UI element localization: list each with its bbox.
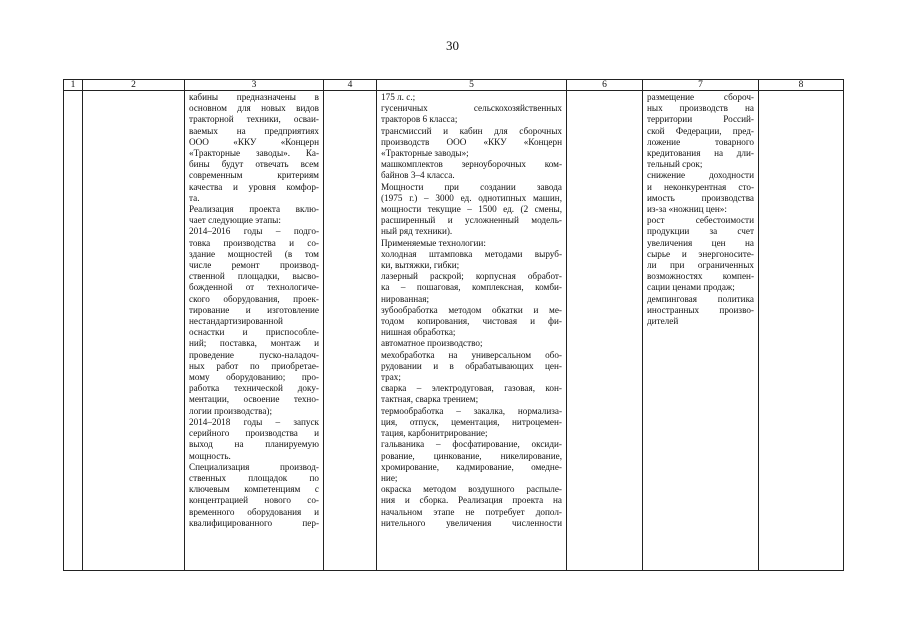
- text-line: ка – пошаговая, комплексная, комби-: [381, 282, 562, 293]
- text-line: нительного увеличения численности: [381, 517, 562, 528]
- column-header-2: 2: [83, 80, 185, 91]
- text-line: тельный срок;: [647, 159, 703, 170]
- text-line: ки, вытяжки, гибки;: [381, 260, 460, 271]
- column-header-6: 6: [567, 80, 643, 91]
- table-row: [64, 91, 844, 571]
- text-line: Применяемые технологии:: [381, 237, 486, 248]
- text-line: мому оборудованию; про-: [189, 372, 319, 383]
- text-line: Специализация производ-: [189, 461, 319, 472]
- text-line: ных производств на: [647, 103, 754, 114]
- text-line: продукции за счет: [647, 226, 754, 237]
- text-line: 175 л. с.;: [381, 92, 416, 102]
- text-line: имость производства: [647, 192, 754, 203]
- text-line: числе ремонт производ-: [189, 260, 319, 271]
- text-line: ООО «ККУ «Концерн: [189, 136, 319, 147]
- text-line: кредитования на дли-: [647, 148, 754, 159]
- column-header-4: 4: [324, 80, 377, 91]
- text-line: мехобработка на универсальном обо-: [381, 349, 562, 360]
- text-line: бины будут отвечать всем: [189, 159, 319, 170]
- text-line: термообработка – закалка, нормализа-: [381, 405, 562, 416]
- text-line: концентрацией нового со-: [189, 495, 319, 506]
- text-line: возможностях компен-: [647, 271, 754, 282]
- text-line: тракторной техники, осваи-: [189, 114, 319, 125]
- cell-col-3: [185, 91, 324, 571]
- column-header-8: 8: [759, 80, 844, 91]
- text-line: (1975 г.) – 3000 ед. однотипных машин,: [381, 192, 562, 203]
- text-line: мощности текущие – 1500 ед. (2 смены,: [381, 204, 562, 215]
- column-header-7: 7: [643, 80, 759, 91]
- text-line: квалифицированного пер-: [189, 517, 319, 528]
- text-line: Реализация проекта вклю-: [189, 204, 319, 215]
- risks-text: [647, 92, 754, 327]
- text-line: окраска методом воздушного распыле-: [381, 484, 562, 495]
- text-line: современным критериям: [189, 170, 319, 181]
- text-line: та.: [189, 192, 200, 203]
- text-line: ния и сборка. Реализация проекта на: [381, 495, 562, 506]
- text-line: логии производства);: [189, 405, 273, 416]
- text-line: выход на планируемую: [189, 439, 319, 450]
- text-line: серийного производства и: [189, 428, 319, 439]
- text-line: производств ООО «ККУ «Концерн: [381, 136, 562, 147]
- text-line: иностранных произво-: [647, 304, 754, 315]
- text-line: ственной площадки, высво-: [189, 271, 319, 282]
- production-capacity-text: [381, 92, 562, 529]
- text-line: товка производства и со-: [189, 237, 319, 248]
- text-line: снижение доходности: [647, 170, 754, 181]
- text-line: сации ценами продаж;: [647, 282, 735, 293]
- text-line: рост себестоимости: [647, 215, 754, 226]
- column-header-3: 3: [185, 80, 324, 91]
- text-line: начальном этапе не потребует допол-: [381, 506, 562, 517]
- header-row: [64, 80, 844, 91]
- page-number: 30: [446, 38, 459, 53]
- text-line: байнов 3–4 класса.: [381, 170, 455, 181]
- text-line: тактная, сварка трением;: [381, 394, 479, 405]
- text-line: основном для новых видов: [189, 103, 319, 114]
- text-line: хромирование, кадмирование, омедне-: [381, 461, 562, 472]
- text-line: рование, цинкование, никелирование,: [381, 450, 562, 461]
- text-line: ложение товарного: [647, 136, 754, 147]
- text-line: ний; поставка, монтаж и: [189, 338, 319, 349]
- text-line: божденной от технологиче-: [189, 282, 319, 293]
- text-line: ключевым компетенциям с: [189, 484, 319, 495]
- text-line: расширенный и усложненный модель-: [381, 215, 562, 226]
- project-description-text: [189, 92, 319, 529]
- text-line: мощность.: [189, 450, 231, 461]
- cell-col-7: [643, 91, 759, 571]
- text-line: ской Федерации, пред-: [647, 125, 754, 136]
- text-line: сварка – электродуговая, газовая, кон-: [381, 383, 562, 394]
- text-line: гальваника – фосфатирование, оксиди-: [381, 439, 562, 450]
- text-line: трах;: [381, 372, 401, 383]
- text-line: зубообработка методом обкатки и ме-: [381, 304, 562, 315]
- text-line: дителей: [647, 316, 679, 327]
- text-line: ваемых на предприятиях: [189, 125, 319, 136]
- text-line: проведение пуско-наладоч-: [189, 349, 319, 360]
- text-line: ли при ограниченных: [647, 260, 754, 271]
- text-line: увеличения цен на: [647, 237, 754, 248]
- text-line: ных работ по приобретае-: [189, 360, 319, 371]
- text-line: оснастки и приспособле-: [189, 327, 319, 338]
- text-line: «Тракторные заводы». Ка-: [189, 148, 319, 159]
- text-line: из-за «ножниц цен»:: [647, 204, 727, 215]
- text-line: ментации, освоение техно-: [189, 394, 319, 405]
- text-line: ный ряд техники).: [381, 226, 453, 237]
- text-line: 2014–2016 годы – подго-: [189, 226, 319, 237]
- text-line: «Тракторные заводы»;: [381, 148, 469, 159]
- text-line: сырье и энергоносите-: [647, 248, 754, 259]
- text-line: размещение сбороч-: [647, 92, 754, 102]
- cell-col-8: [759, 91, 844, 571]
- text-line: здание мощностей (в том: [189, 248, 319, 259]
- text-line: демпинговая политика: [647, 293, 754, 304]
- data-table: [63, 79, 844, 571]
- column-header-5: 5: [377, 80, 567, 91]
- text-line: лазерный раскрой; корпусная обработ-: [381, 271, 562, 282]
- text-line: тация, карбонитрирование;: [381, 428, 488, 439]
- text-line: работка технической доку-: [189, 383, 319, 394]
- text-line: 2014–2018 годы – запуск: [189, 416, 319, 427]
- cell-col-6: [567, 91, 643, 571]
- text-line: нишная обработка;: [381, 327, 456, 338]
- text-line: трансмиссий и кабин для сборочных: [381, 125, 562, 136]
- text-line: нестандартизированной: [189, 316, 283, 327]
- cell-col-5: [377, 91, 567, 571]
- text-line: ция, отпуск, цементация, нитроцемен-: [381, 416, 562, 427]
- cell-col-2: [83, 91, 185, 571]
- text-line: временного оборудования и: [189, 506, 319, 517]
- column-header-1: 1: [64, 80, 83, 91]
- text-line: чает следующие этапы:: [189, 215, 281, 226]
- text-line: рудовании и в обрабатывающих цен-: [381, 360, 562, 371]
- text-line: территории Россий-: [647, 114, 754, 125]
- text-line: ского оборудования, проек-: [189, 293, 319, 304]
- text-line: тирование и изготовление: [189, 304, 319, 315]
- text-line: ние;: [381, 472, 398, 483]
- text-line: и неконкурентная сто-: [647, 181, 754, 192]
- text-line: машкомплектов зерноуборочных ком-: [381, 159, 562, 170]
- text-line: тракторов 6 класса;: [381, 114, 458, 125]
- cell-col-1: [64, 91, 83, 571]
- text-line: холодная штамповка методами выруб-: [381, 248, 562, 259]
- text-line: автоматное производство;: [381, 338, 483, 349]
- text-line: качества и уровня комфор-: [189, 181, 319, 192]
- text-line: тодом копирования, чистовая и фи-: [381, 316, 562, 327]
- text-line: Мощности при создании завода: [381, 181, 562, 192]
- text-line: кабины предназначены в: [189, 92, 319, 102]
- cell-col-4: [324, 91, 377, 571]
- text-line: ственных площадок по: [189, 472, 319, 483]
- text-line: гусеничных сельскохозяйственных: [381, 103, 562, 114]
- text-line: нированная;: [381, 293, 430, 304]
